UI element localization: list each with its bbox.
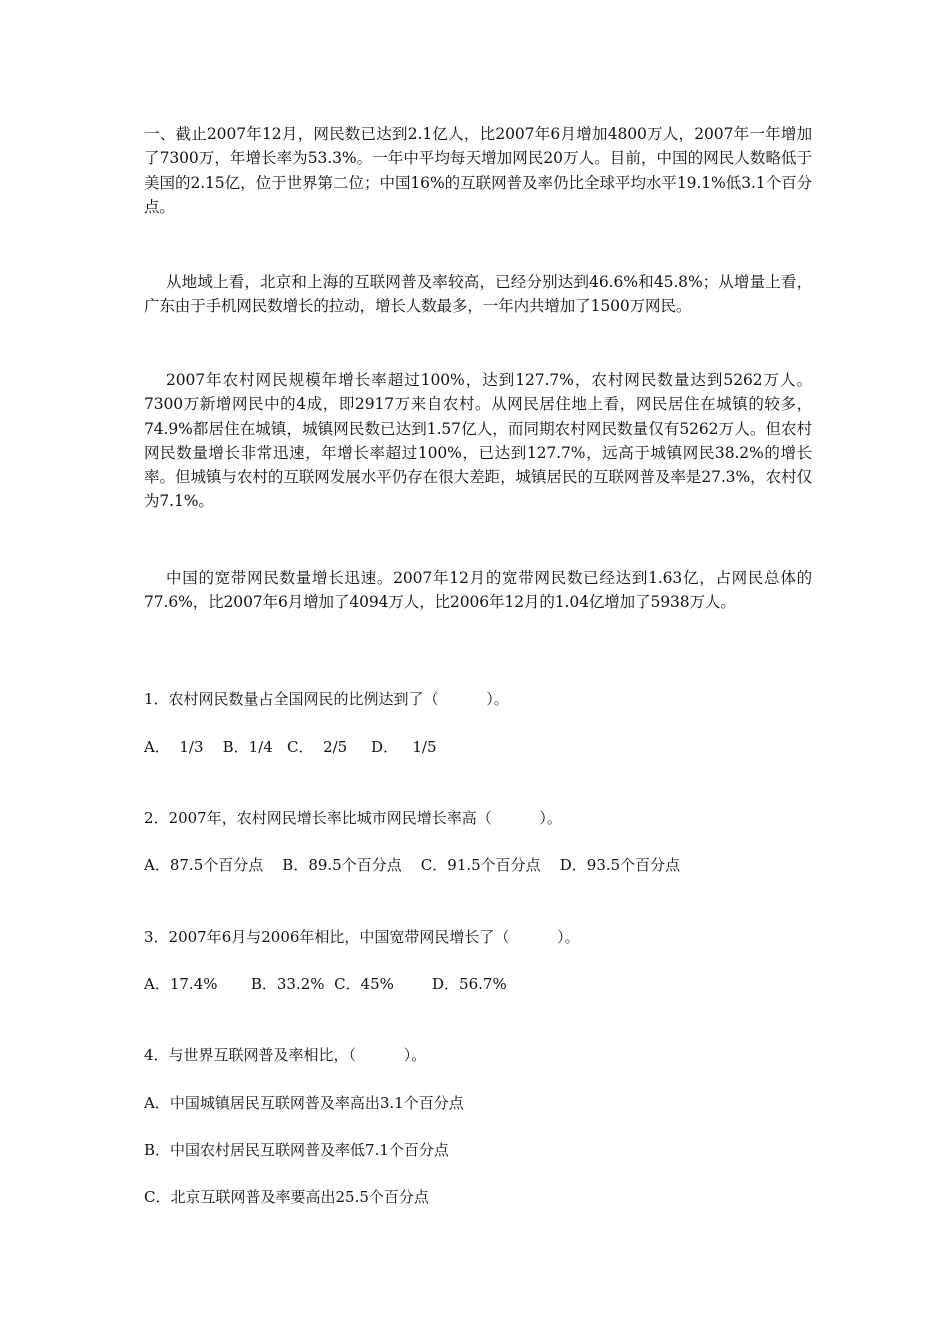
question-4-option-c: C．北京互联网普及率要高出25.5个百分点 xyxy=(144,1188,429,1206)
passage-paragraph-2: 从地域上看，北京和上海的互联网普及率较高，已经分别达到46.6%和45.8%；从增量上看，广东由于手机网民数增长的拉动，增长人数最多，一年内共增加了1500万网民。 xyxy=(144,273,812,316)
question-1-stem: 1．农村网民数量占全国网民的比例达到了（ ）。 xyxy=(144,690,509,708)
passage-paragraph-4: 中国的宽带网民数量增长迅速。2007年12月的宽带网民数已经达到1.63亿，占网民总体的77.6%，比2007年6月增加了4094万人，比2006年12月的1.04亿增加了5938万人。 xyxy=(144,569,812,612)
question-4-option-b: B．中国农村居民互联网普及率低7.1个百分点 xyxy=(144,1141,449,1159)
question-2-options: A．87.5个百分点 B．89.5个百分点 C．91.5个百分点 D．93.5个百分点 xyxy=(144,856,681,874)
question-1-options: A． 1/3 B．1/4 C． 2/5 D． 1/5 xyxy=(144,738,437,756)
question-4-stem: 4．与世界互联网普及率相比，（ ）。 xyxy=(144,1046,427,1064)
passage-paragraph-3: 2007年农村网民规模年增长率超过100%，达到127.7%，农村网民数量达到5262万人。7300万新增网民中的4成，即2917万来自农村。从网民居住地上看，网民居住在城镇的较多，74.9%都居住在城镇，城镇网民数已达到1.57亿人，而同期农村网民数量仅有5262万人。但农村网民数量增长非常迅速，年增长率超过100%，已达到127.7%，远高于城镇网民38.2%的增长率。但城镇与农村的互联网发展水平仍存在很大差距，城镇居民的互联网普及率是27.3%，农村仅为7.1%。 xyxy=(144,371,812,511)
question-3-stem: 3．2007年6月与2006年相比，中国宽带网民增长了（ ）。 xyxy=(144,928,580,946)
question-3-options: A．17.4% B．33.2% C．45% D．56.7% xyxy=(144,975,507,993)
passage-paragraph-1: 一、截止2007年12月，网民数已达到2.1亿人，比2007年6月增加4800万人，2007年一年增加了7300万，年增长率为53.3%。一年中平均每天增加网民20万人。目前，中国的网民人数略低于美国的2.15亿，位于世界第二位；中国16%的互联网普及率仍比全球平均水平19.1%低3.1个百分点。 xyxy=(144,125,812,216)
question-4-option-a: A．中国城镇居民互联网普及率高出3.1个百分点 xyxy=(144,1094,464,1112)
question-2-stem: 2．2007年，农村网民增长率比城市网民增长率高（ ）。 xyxy=(144,809,562,827)
